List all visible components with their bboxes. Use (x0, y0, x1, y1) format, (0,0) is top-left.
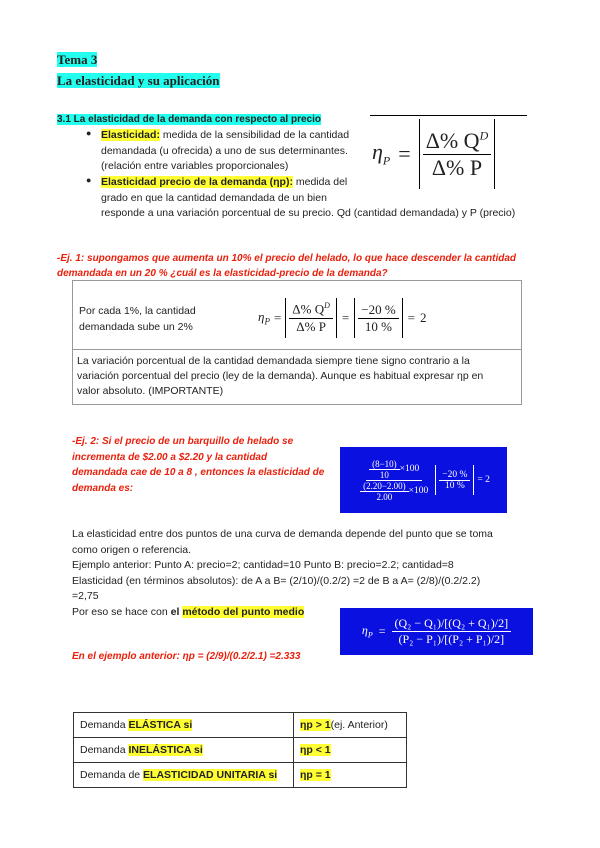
midpoint-example: En el ejemplo anterior: ηp = (2/9)/(0.2/2.1) =2.333 (72, 651, 301, 662)
midpoint-formula: $\eta_P$ = $\frac{\text{(Q₂ − Q₁)/[(Q₂ + Q₁)/2]}}{\text{(P₂ − P₁)/[(P₂ + P₁)/2]}}$ (340, 608, 533, 655)
example-2-statement: -Ej. 2: Si el precio de un barquillo de helado se incrementa de $2.00 a $2.20 y la cantidad demandada cae de 10 a 8 , entonces la elasticidad de demanda es: (72, 436, 325, 494)
elasticity-classification-table (73, 712, 407, 788)
example-1-note-left: Por cada 1%, la cantidad demandada sube un 2% (79, 305, 196, 333)
example-2-formula: $\frac{(8-10)}{10}$ ×100 $\frac{(2.20-2.00)}{2.00}$ ×100 $\frac{-20 \%}{10 \%}$ = 2 (340, 447, 507, 513)
formula-rule (370, 115, 527, 116)
table-cell: Demanda de ELASTICIDAD UNITARIA si (74, 763, 294, 788)
bullet-elasticidad: Elasticidad: medida de la sensibilidad de la cantidad demandada (u ofrecida) a uno de sus determinantes. (relación entre variables proporcionales) (101, 129, 350, 172)
example-1-statement: -Ej. 1: supongamos que aumenta un 10% el precio del helado, lo que hace descender la cantidad demandada en un 20 % ¿cuál es la elasticidad-precio de la demanda? (57, 253, 517, 279)
table-cell: Demanda INELÁSTICA si (74, 738, 294, 763)
example-1-formula: $\eta_P$ = $\frac{\Delta\% Q^D}{\Delta\% P}$ = $\frac{-20 \%}{10 \%}$ = 2 (258, 298, 427, 338)
table-cell: ηp > 1(ej. Anterior) (294, 713, 407, 738)
topic-number: Tema 3 (57, 52, 98, 67)
main-elasticity-formula: $\eta_P$ = $\frac{\Delta\% Q^D}{\Delta\% P}$ (372, 119, 495, 189)
table-cell: ηp < 1 (294, 738, 407, 763)
midpoint-explanation: La elasticidad entre dos puntos de una curva de demanda depende del punto que se toma como origen o referencia. Ejemplo anterior: Punto A: precio=2; cantidad=10 Punto B: precio=2.2; cantidad=8 Elasticidad (en términos absolutos): de A a B= (2/10)/(0.2/2) =2 de B a A= (2/8)/(0.2/2.2) =2,75 Por eso se hace con el método del punto medio (72, 528, 493, 618)
example-1-box (72, 280, 522, 405)
example-1-explanation: La variación porcentual de la cantidad demandada siempre tiene signo contrario a la variación porcentual del precio (ley de la demanda). Aunque es habitual expresar ηp en valor absoluto. (IMPORTANTE) (77, 355, 484, 397)
page-title: La elasticidad y su aplicación (57, 73, 220, 88)
bullet-icon: ● (86, 128, 92, 138)
bullet-elasticidad-precio: Elasticidad precio de la demanda (ηp): medida del grado en que la cantidad demandada de un bien responde a una variación porcentual de su precio. Qd (cantidad demandada) y P (precio) (101, 176, 516, 219)
bullet-icon: ● (86, 175, 92, 185)
table-cell: Demanda ELÁSTICA si (74, 713, 294, 738)
table-row (74, 713, 407, 738)
table-cell: ηp = 1 (294, 763, 407, 788)
section-heading: 3.1 La elasticidad de la demanda con respecto al precio (57, 114, 321, 125)
table-row (74, 763, 407, 788)
table-row (74, 738, 407, 763)
divider (73, 349, 521, 350)
